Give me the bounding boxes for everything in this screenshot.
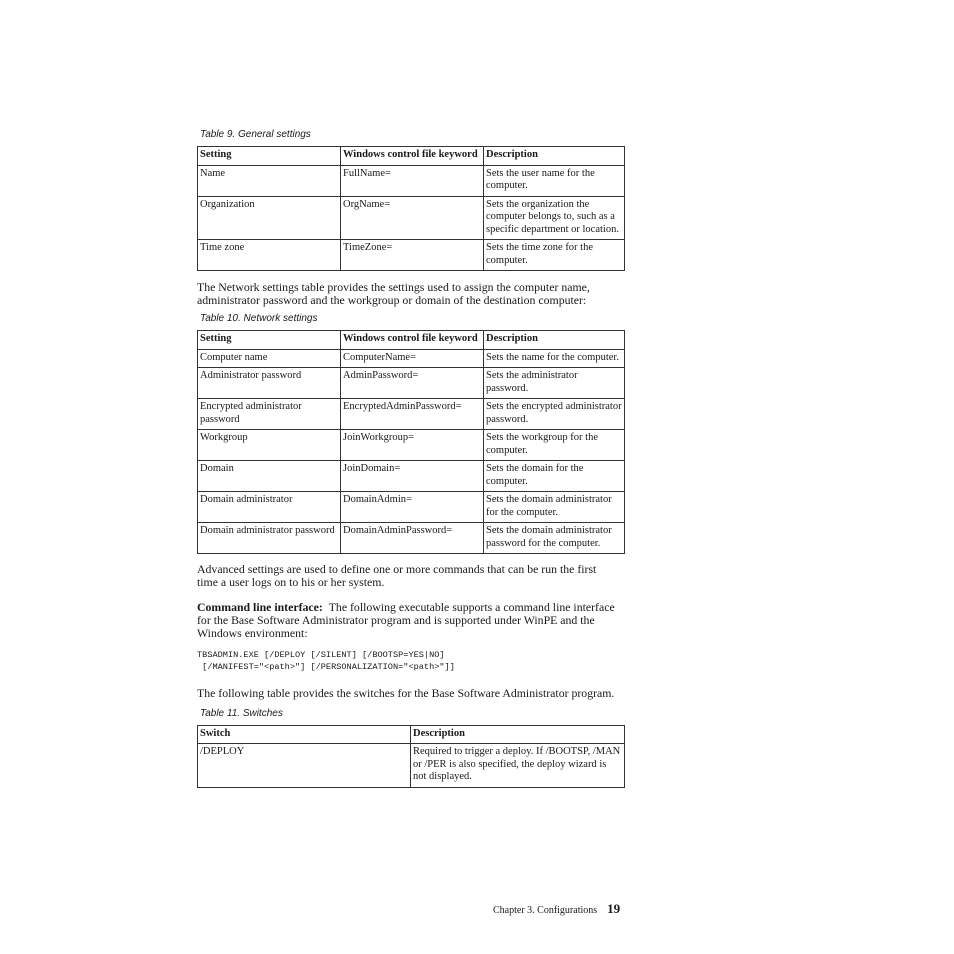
table-cell: Computer name: [198, 349, 341, 368]
advanced-settings-paragraph: Advanced settings are used to define one or more commands that can be run the first time a user logs on to his or her system.: [197, 562, 597, 589]
network-intro-paragraph: The Network settings table provides the settings used to assign the computer name, administrator password and the workgroup or domain of the destination computer:: [197, 280, 590, 307]
table-cell: Administrator password: [198, 368, 341, 399]
table-cell: JoinWorkgroup=: [341, 430, 484, 461]
table-cell: Sets the name for the computer.: [484, 349, 625, 368]
table-cell: Time zone: [198, 240, 341, 271]
table-cell: Sets the administrator password.: [484, 368, 625, 399]
code-line: TBSADMIN.EXE [/DEPLOY [/SILENT] [/BOOTSP=YES|NO]: [197, 650, 445, 661]
page-footer: [493, 902, 620, 918]
table-10-caption: Table 10. Network settings: [200, 313, 318, 325]
table-cell: Sets the organization the computer belongs to, such as a specific department or location.: [484, 196, 625, 240]
table-row: [198, 461, 625, 492]
table-cell: /DEPLOY: [198, 744, 411, 788]
table-row: [198, 349, 625, 368]
table-cell: EncryptedAdminPassword=: [341, 399, 484, 430]
table-cell: Domain: [198, 461, 341, 492]
table-row: [198, 399, 625, 430]
table-cell: Required to trigger a deploy. If /BOOTSP, /MAN or /PER is also specified, the deploy wizard is not displayed.: [411, 744, 625, 788]
command-line-paragraph: [197, 601, 617, 639]
column-header: Description: [484, 147, 625, 166]
table-row: [198, 744, 625, 788]
table-row: [198, 523, 625, 554]
general-settings-table: [197, 146, 625, 271]
table-9-caption: Table 9. General settings: [200, 129, 311, 140]
table-cell: Sets the domain for the computer.: [484, 461, 625, 492]
column-header: Description: [411, 725, 625, 744]
table-cell: Workgroup: [198, 430, 341, 461]
page-number: 19: [607, 901, 621, 916]
page-content: [197, 128, 625, 788]
column-header: Windows control file keyword: [341, 147, 484, 166]
table-cell: Encrypted administrator password: [198, 399, 341, 430]
table-cell: Domain administrator password: [198, 523, 341, 554]
table-cell: JoinDomain=: [341, 461, 484, 492]
command-line-lead: Command line interface:: [197, 600, 323, 615]
table-row: [198, 196, 625, 240]
table-cell: DomainAdmin=: [341, 492, 484, 523]
table-cell: Sets the domain administrator password for the computer.: [484, 523, 625, 554]
table-cell: FullName=: [341, 165, 484, 196]
table-cell: Sets the domain administrator for the computer.: [484, 492, 625, 523]
column-header: Switch: [198, 725, 411, 744]
table-cell: DomainAdminPassword=: [341, 523, 484, 554]
table-cell: Sets the encrypted administrator password.: [484, 399, 625, 430]
command-syntax-block: [197, 649, 625, 673]
table-cell: Sets the user name for the computer.: [484, 165, 625, 196]
table-cell: OrgName=: [341, 196, 484, 240]
network-settings-table: [197, 330, 625, 554]
switches-intro-paragraph: The following table provides the switches for the Base Software Administrator program.: [197, 686, 615, 701]
table-cell: Organization: [198, 196, 341, 240]
table-cell: ComputerName=: [341, 349, 484, 368]
table-cell: Name: [198, 165, 341, 196]
switches-table: [197, 725, 625, 788]
table-row: [198, 492, 625, 523]
table-cell: AdminPassword=: [341, 368, 484, 399]
table-header-row: [198, 147, 625, 166]
command-line-text: The following executable supports a command line interface for the Base Software Administrator program and is supported under WinPE and the Windows environment:: [197, 600, 615, 640]
column-header: Setting: [198, 147, 341, 166]
table-cell: TimeZone=: [341, 240, 484, 271]
table-cell: Sets the workgroup for the computer.: [484, 430, 625, 461]
table-header-row: [198, 725, 625, 744]
table-row: [198, 240, 625, 271]
column-header: Setting: [198, 331, 341, 350]
table-row: [198, 165, 625, 196]
column-header: Description: [484, 331, 625, 350]
table-row: [198, 430, 625, 461]
column-header: Windows control file keyword: [341, 331, 484, 350]
chapter-title: Chapter 3. Configurations: [493, 905, 598, 916]
table-row: [198, 368, 625, 399]
table-11-caption: Table 11. Switches: [200, 707, 283, 719]
table-cell: Domain administrator: [198, 492, 341, 523]
table-cell: Sets the time zone for the computer.: [484, 240, 625, 271]
code-line: [/MANIFEST="<path>"] [/PERSONALIZATION="<path>"]]: [197, 662, 455, 673]
table-header-row: [198, 331, 625, 350]
